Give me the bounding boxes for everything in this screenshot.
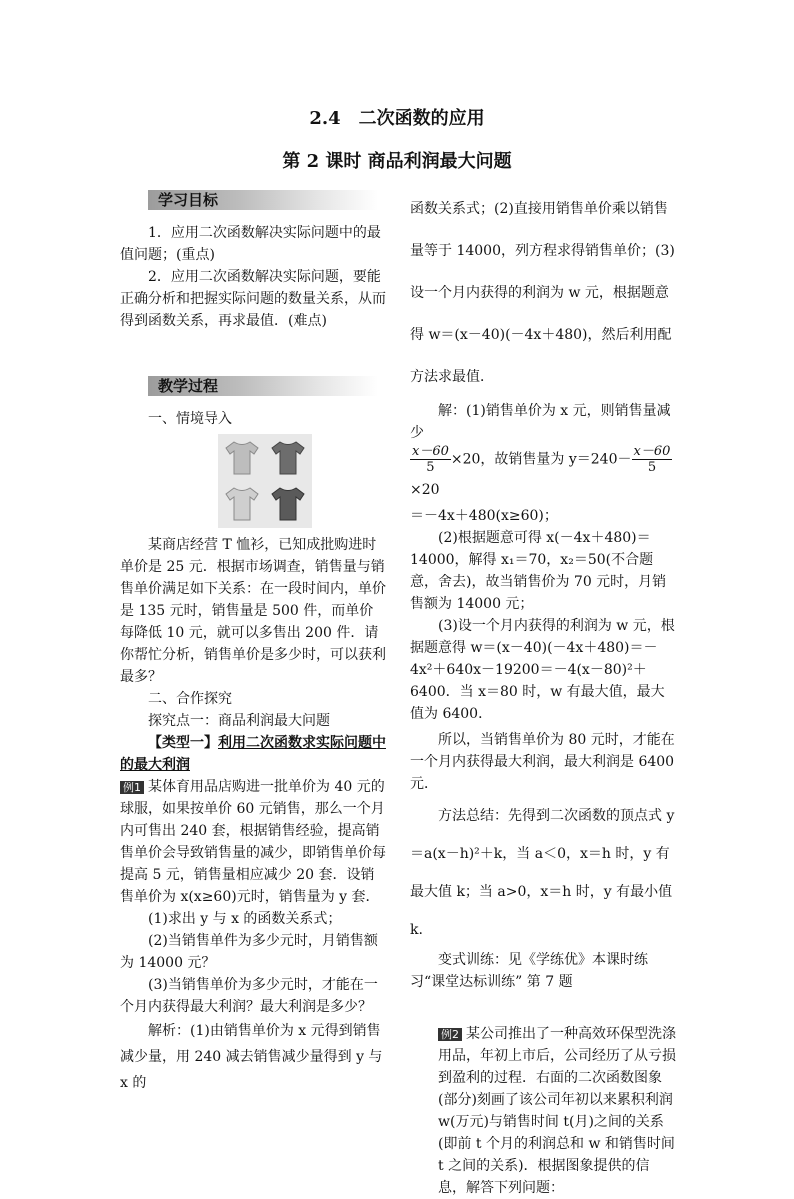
tshirt-icon: [222, 484, 262, 524]
example1-q3: (3)当销售单价为多少元时，才能在一个月内获得最大利润？最大利润是多少？: [120, 977, 378, 1015]
solution-line3: ＝－4x＋480(x≥60)；: [410, 508, 558, 524]
section-banner-process: 教学过程: [148, 376, 378, 396]
page-title: 2.4 二次函数的应用: [309, 108, 485, 129]
intro-text: 某商店经营 T 恤衫，已知成批购进时单价是 25 元．根据市场调查，销售量与销售单价满足如下关系：在一段时间内，单价是 135 元时，销售量是 500 件，而单价每降低 10 元，就可以多售出 200 件．请你帮忙分析，销售单价是多少时，可以获利最多？: [120, 537, 386, 685]
fraction: [410, 444, 451, 475]
tshirts-image: [218, 434, 312, 528]
fraction-numerator: x－60: [633, 444, 671, 459]
type1-heading: [120, 732, 386, 776]
fraction-denominator: 5: [647, 460, 657, 475]
practice-note: 变式训练：见《学练优》本课时练习“课堂达标训练” 第 7 题: [410, 952, 648, 990]
intro-heading: 一、情境导入: [148, 411, 232, 427]
solution-part2: (2)根据题意可得 x(－4x＋480)＝14000，解得 x₁＝70，x₂＝50(不合题意，舍去)，故当销售价为 70 元时，月销售额为 14000 元；: [410, 530, 667, 612]
example1-q1: (1)求出 y 与 x 的函数关系式；: [148, 911, 342, 927]
section-banner-goals: 学习目标: [148, 190, 378, 210]
tshirt-icon: [222, 438, 262, 478]
fraction-numerator: x－60: [412, 444, 449, 459]
fraction-denominator: 5: [426, 460, 435, 475]
solution-end: ×20: [410, 482, 440, 498]
explore-heading: 探究点一：商品利润最大问题: [148, 713, 330, 729]
goals-block: [120, 222, 386, 332]
fraction: [632, 444, 673, 475]
example2-label: 例2: [438, 1028, 462, 1041]
solution-part3: (3)设一个月内获得的利润为 w 元，根据题意得 w＝(x－40)(－4x＋480)＝－4x²＋640x－19200＝－4(x－80)²＋6400．当 x＝80 时，w 有最大值，最大值为 6400．: [410, 618, 675, 722]
intro-heading-block: [120, 408, 386, 430]
analysis-part2: 函数关系式；(2)直接用销售单价乘以销售量等于 14000，列方程求得销售单价；(3)设一个月内获得的利润为 w 元，根据题意得 w＝(x－40)(－4x＋480)，然后利用配方法求最值．: [410, 201, 675, 385]
example1: [120, 776, 386, 908]
solution-line2: [410, 444, 676, 505]
page-subtitle: 第 2 课时 商品利润最大问题: [282, 151, 512, 172]
solution-conclusion: 所以，当销售单价为 80 元时，才能在一个月内获得最大利润，最大利润是 6400 元．: [410, 732, 675, 792]
left-body: [120, 534, 386, 1096]
type1-title: 利用二次函数求实际问题中的最大利润: [120, 735, 386, 773]
goal-item: 2．应用二次函数解决实际问题，要能正确分析和把握实际问题的数量关系，从而得到函数关系，再求最值．(难点): [120, 269, 386, 329]
example1-q2: (2)当销售单件为多少元时，月销售额为 14000 元？: [120, 933, 378, 971]
solution-mid: ×20，故销售量为 y＝240－: [450, 451, 632, 468]
type1-tag: 【类型一】: [148, 735, 218, 751]
analysis-part1: 解析：(1)由销售单价为 x 元得到销售减少量，用 240 减去销售减少量得到 y 与 x 的: [120, 1023, 383, 1091]
example1-label: 例1: [120, 781, 144, 794]
example1-text: 某体育用品店购进一批单价为 40 元的球服，如果按单价 60 元销售，那么一个月内可售出 240 套，根据销售经验，提高销售单价会导致销售量的减少，即销售单价每提高 5 元，销售量相应减少 20 套．设销售单价为 x(x≥60)元时，销售量为 y 套．: [120, 779, 386, 905]
right-body: [410, 188, 676, 1199]
tshirt-icon: [268, 438, 308, 478]
method-summary: 方法总结：先得到二次函数的顶点式 y＝a(x－h)²＋k，当 a＜0，x＝h 时，y 有最大值 k；当 a>0，x＝h 时，y 有最小值 k.: [410, 808, 675, 938]
tshirt-icon: [268, 484, 308, 524]
coop-heading: 二、合作探究: [148, 691, 232, 707]
example2: [410, 1023, 676, 1199]
example2-text: 某公司推出了一种高效环保型洗涤用品，年初上市后，公司经历了从亏损到盈利的过程．右面的二次函数图象(部分)刻画了该公司年初以来累积利润 w(万元)与销售时间 t(月)之间的关系(即前 t 个月的利润总和 w 和销售时间 t 之间的关系)．根据图象提供的信息，解答下列问题：: [438, 1026, 676, 1196]
solution-line1: 解：(1)销售单价为 x 元，则销售量减少: [410, 403, 671, 441]
goal-item: 1．应用二次函数解决实际问题中的最值问题；(重点): [120, 225, 381, 263]
